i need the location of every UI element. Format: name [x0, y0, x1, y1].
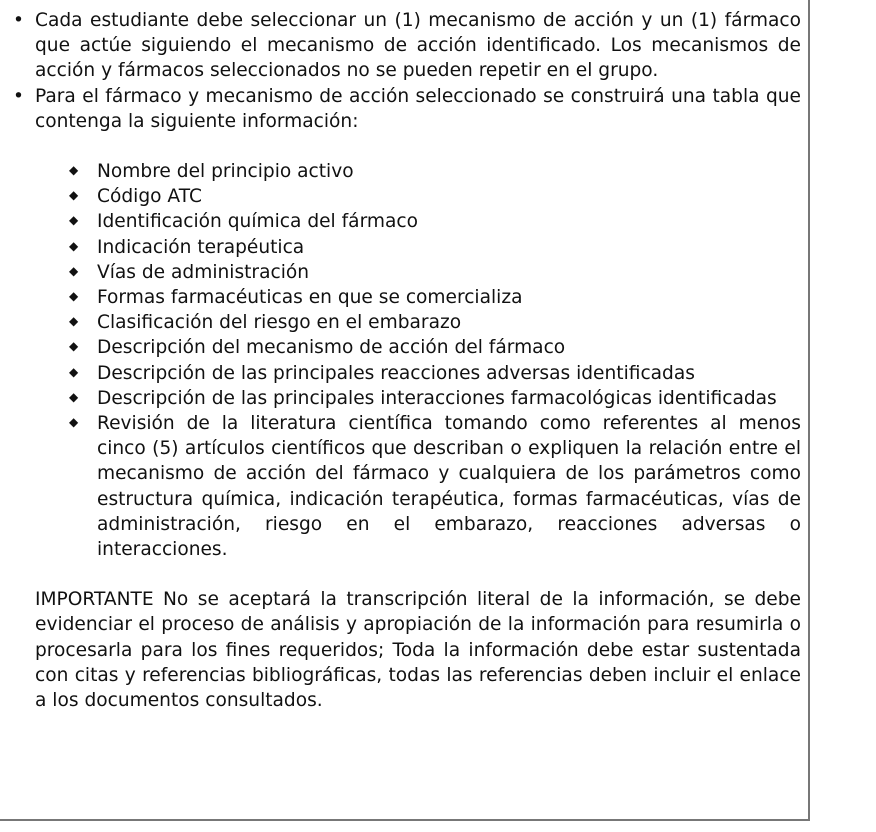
instruction-list — [13, 8, 801, 562]
diamond-bullet-icon: ◆ — [69, 188, 79, 203]
sub-list-item: ◆ Vías de administración — [97, 260, 801, 285]
diamond-bullet-icon: ◆ — [69, 364, 79, 379]
sub-list-item: ◆ Descripción del mecanismo de acción del fármaco — [97, 335, 801, 360]
sub-list-item: ◆ Revisión de la literatura científica tomando como referentes al menos cinco (5) artículos científicos que describan o expliquen la relación entre el mecanismo de acción del fármaco y cualquiera de los parámetros como estructura química, indicación terapéutica, formas farmacéuticas, vías de administración, riesgo en el embarazo, reacciones adversas o interacciones. — [97, 411, 801, 562]
sub-list-item: ◆ Formas farmacéuticas en que se comercializa — [97, 285, 801, 310]
sub-list-item: ◆ Identificación química del fármaco — [97, 209, 801, 234]
sub-list-item: ◆ Indicación terapéutica — [97, 235, 801, 260]
table-content-list — [35, 159, 801, 562]
sub-list-item: ◆ Código ATC — [97, 184, 801, 209]
important-note: IMPORTANTE No se aceptará la transcripción literal de la información, se debe evidenciar el proceso de análisis y apropiación de la información para resumirla o procesarla para los fines requeridos; Toda la información debe estar sustentada con citas y referencias bibliográficas, todas las referencias deben incluir el enlace a los documentos consultados. — [35, 589, 801, 712]
sub-list-item: ◆ Nombre del principio activo — [97, 159, 801, 184]
diamond-bullet-icon: ◆ — [69, 163, 79, 178]
bullet-icon: • — [13, 85, 24, 107]
sub-list-item: ◆ Descripción de las principales reacciones adversas identificadas — [97, 361, 801, 386]
list-item: • Cada estudiante debe seleccionar un (1) mecanismo de acción y un (1) fármaco que actúe siguiendo el mecanismo de acción identificado. Los mecanismos de acción y fármacos seleccionados no se pueden repetir en el grupo. — [13, 10, 801, 82]
diamond-bullet-icon: ◆ — [69, 389, 79, 404]
list-item: • Para el fármaco y mecanismo de acción seleccionado se construirá una tabla que contenga la siguiente información: ◆ Nombre del principio activo ◆ Código ATC ◆ Identificación química del fármaco ◆ Indicación terapéutica ◆ Vías de administración ◆ Formas farmacéuticas en que se comercializa ◆ Clasificación del riesgo en el embarazo ◆ Descripción del mecanismo de acción del fármaco ◆ Descripción de las principales reacciones adversas identificadas ◆ Descripción de las principales interacciones farmacológicas identificadas ◆ Revisión de la literatura científica tomando como referentes al menos cinco (5) artículos científicos que describan o expliquen la relación entre el mecanismo de acción del fármaco y cualquiera de los parámetros como estructura química, indicación terapéutica, formas farmacéuticas, vías de administración, riesgo en el embarazo, reacciones adversas o interacciones. — [35, 84, 801, 563]
diamond-bullet-icon: ◆ — [69, 213, 79, 228]
diamond-bullet-icon: ◆ — [69, 339, 79, 354]
diamond-bullet-icon: ◆ — [69, 238, 79, 253]
diamond-bullet-icon: ◆ — [69, 263, 79, 278]
document-body — [13, 8, 801, 713]
diamond-bullet-icon: ◆ — [69, 415, 79, 430]
diamond-bullet-icon: ◆ — [69, 314, 79, 329]
diamond-bullet-icon: ◆ — [69, 289, 79, 304]
sub-list-item: ◆ Descripción de las principales interacciones farmacológicas identificadas — [97, 386, 801, 411]
bullet-icon: • — [13, 10, 24, 31]
sub-list-item: ◆ Clasificación del riesgo en el embarazo — [97, 310, 801, 335]
